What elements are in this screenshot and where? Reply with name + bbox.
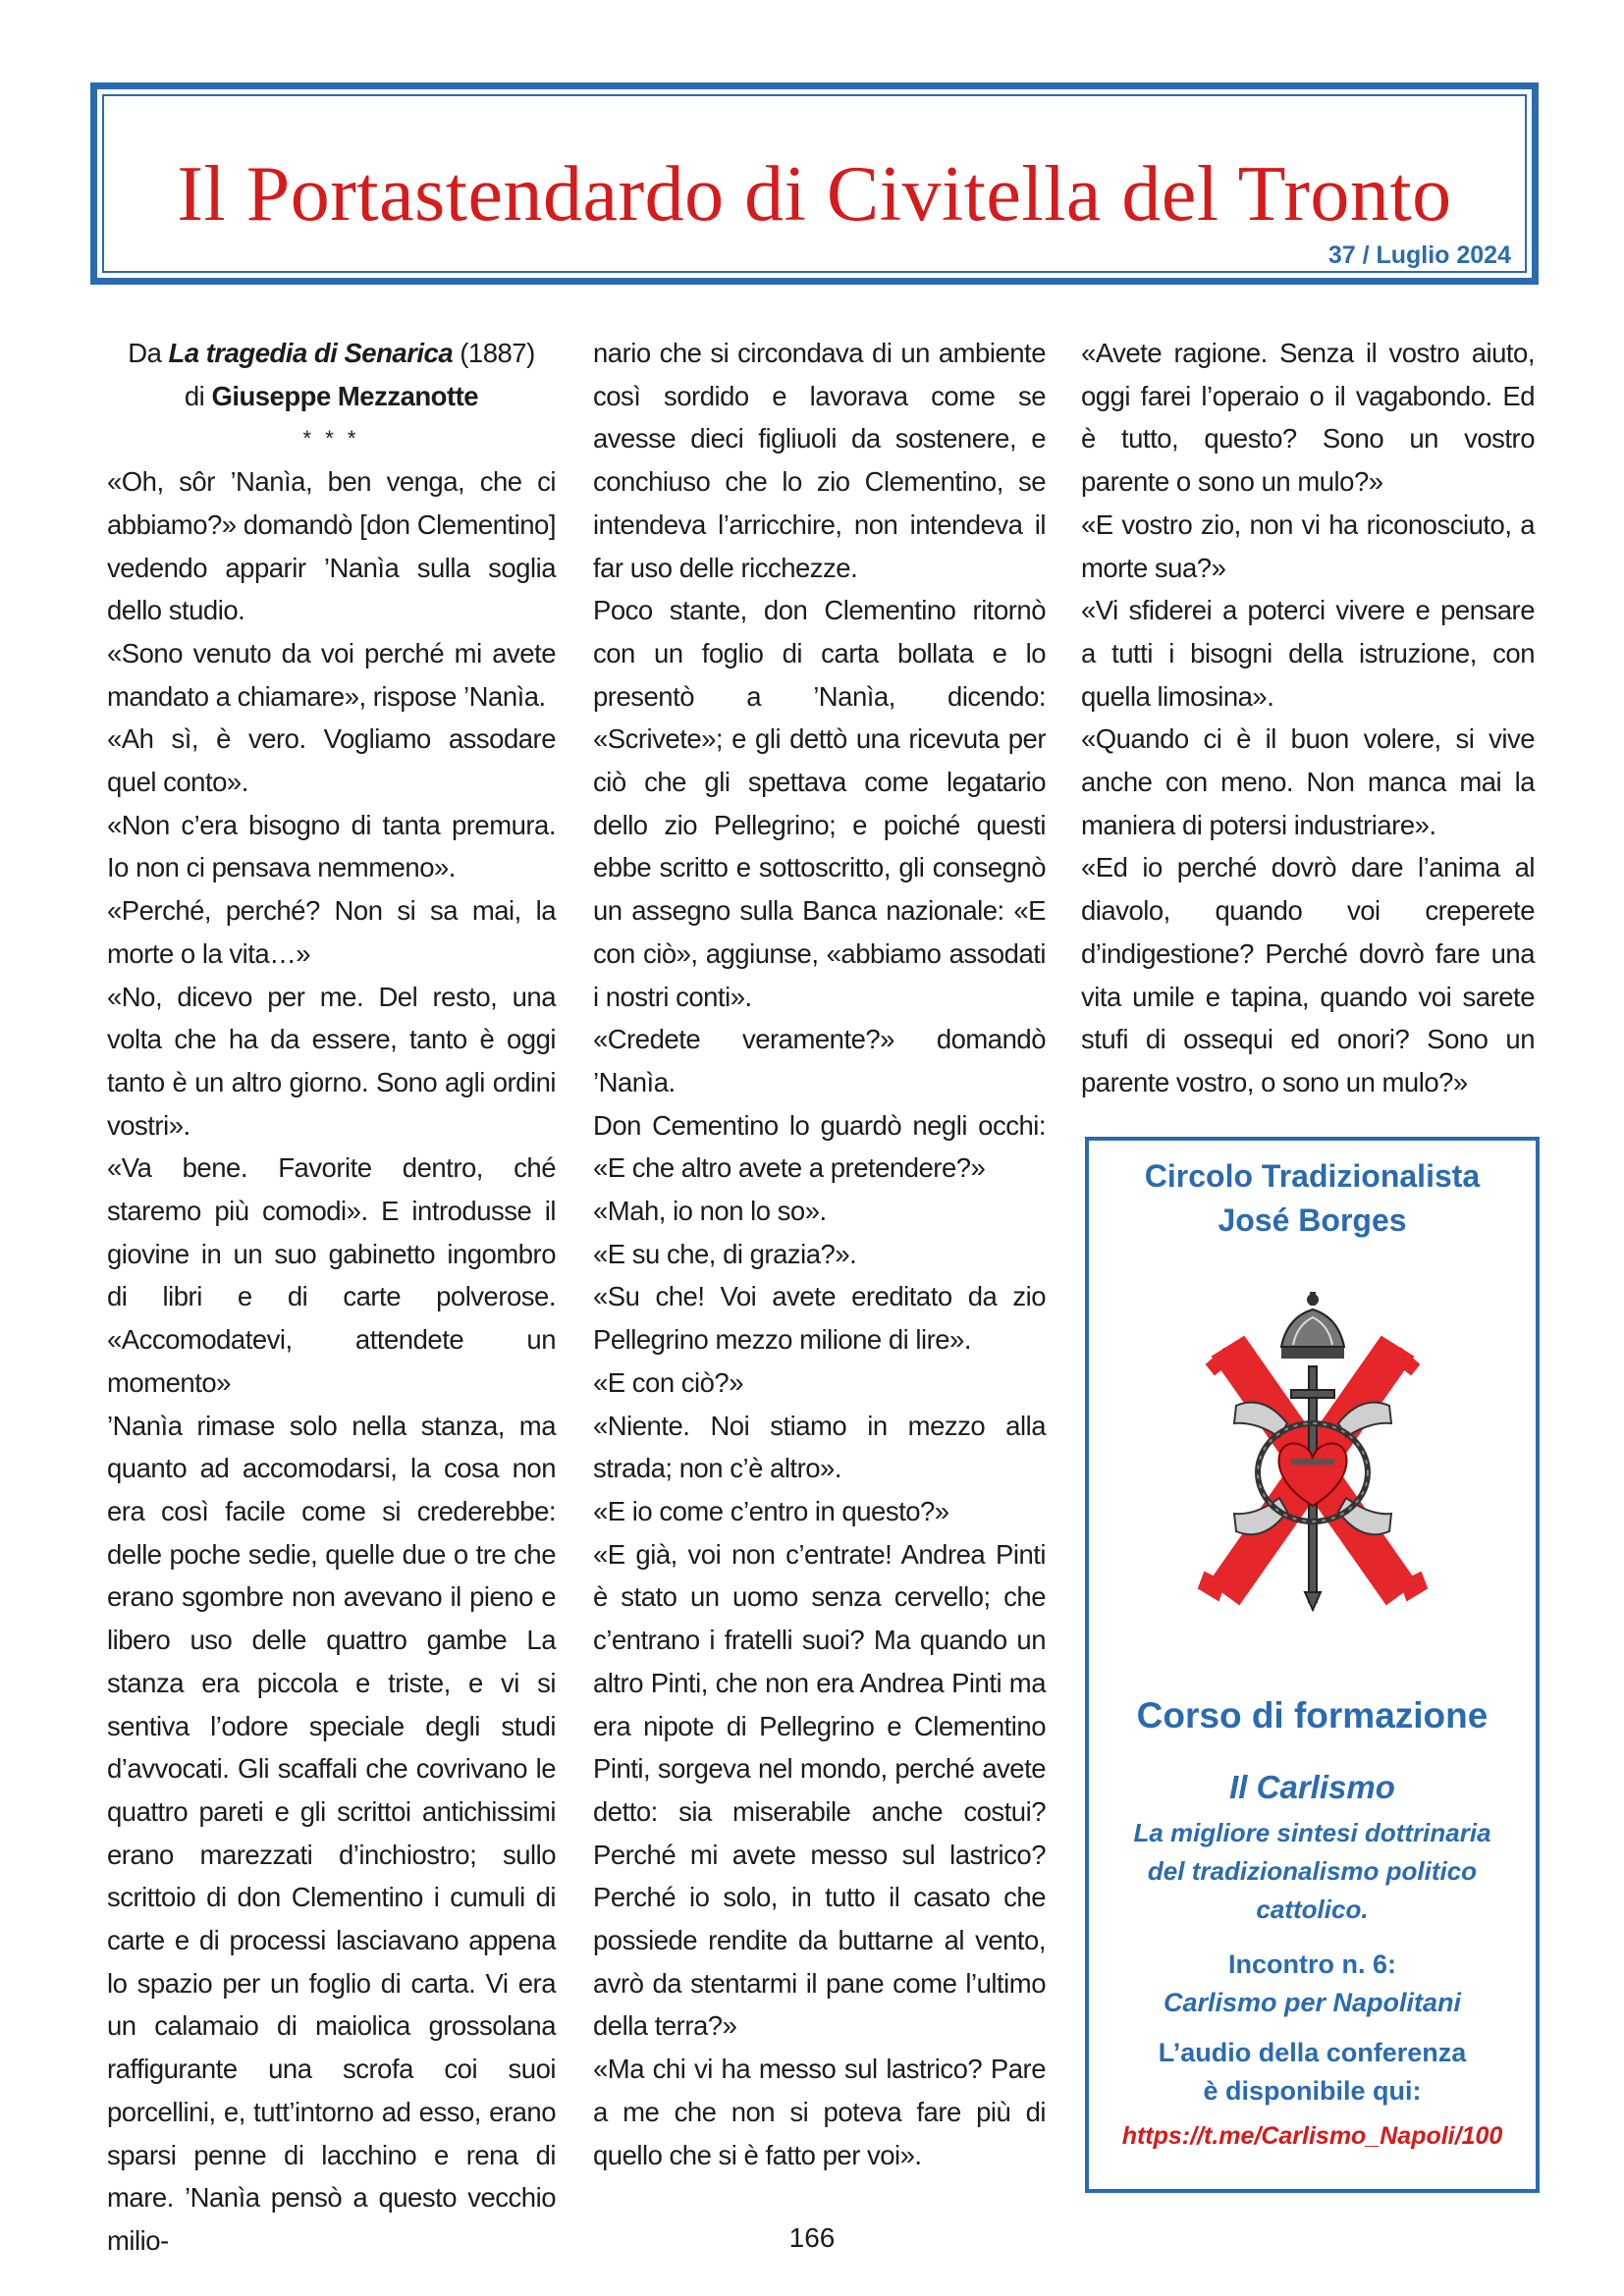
paragraph: «Credete veramente?» domandò ’Nanìa.: [593, 1024, 1046, 1097]
paragraph: «E io come c’entro in questo?»: [593, 1495, 949, 1526]
paragraph: «E su che, di grazia?».: [593, 1238, 857, 1269]
journal-title: Il Portastendardo di Civitella del Tronto: [177, 151, 1452, 238]
course-advertisement: [1085, 1137, 1540, 2193]
organization-line: José Borges: [1218, 1202, 1407, 1238]
paragraph: «Vi sfiderei a poterci vivere e pensare a tutti i bisogni della istruzione, con quella limosina».: [1081, 595, 1535, 712]
paragraph: «No, dicevo per me. Del resto, una volta che ha da essere, tanto è oggi tanto è un altro giorno. Sono agli ordini vostri».: [107, 981, 556, 1141]
paragraph: Don Cementino lo guardò negli occhi: «E che altro avete a pretendere?»: [593, 1109, 1046, 1184]
paragraph: «Non c’era bisogno di tanta premura. Io non ci pensava nemmeno».: [107, 809, 556, 883]
section-separator: * * *: [302, 426, 360, 452]
paragraph: «Ah sì, è vero. Vogliamo assodare quel conto».: [107, 723, 556, 798]
conference-audio-link[interactable]: https://t.me/Carlismo_Napoli/100: [1121, 2122, 1503, 2150]
description-line: La migliore sintesi dottrinaria: [1133, 1818, 1491, 1847]
paragraph: «Ma chi vi ha messo sul lastrico? Pare a me che non si poteva fare più di quello che si è fatto per voi».: [593, 2054, 1046, 2170]
article-column-1: [107, 332, 556, 2263]
meeting-info: [1089, 1946, 1536, 2022]
author-name: Giuseppe Mezzanotte: [211, 380, 479, 411]
article-source: [107, 332, 556, 375]
issue-label: 37 / Luglio 2024: [1327, 241, 1511, 269]
author-prefix: di: [184, 380, 212, 411]
meeting-label: Incontro n. 6:: [1228, 1949, 1396, 1979]
book-title: La tragedia di Senarica: [168, 338, 454, 368]
paragraph: «Sono venuto da voi perché mi avete mandato a chiamare», rispose ’Nanìa.: [107, 637, 556, 712]
article-author-line: [107, 375, 556, 418]
paragraph: «Mah, io non lo so».: [593, 1196, 827, 1227]
course-subject: Il Carlismo: [1229, 1769, 1395, 1805]
masthead-inner-border: [102, 94, 1527, 273]
article-column-2: [593, 332, 1046, 2176]
description-line: del tradizionalismo politico: [1147, 1856, 1478, 1886]
carlist-emblem-icon: [1185, 1288, 1440, 1612]
course-description: [1109, 1814, 1516, 1929]
crown-icon: [1281, 1292, 1344, 1359]
paragraph: «E con ciò?»: [593, 1366, 743, 1398]
paragraph: «Perché, perché? Non si sa mai, la morte o la vita…»: [107, 895, 556, 969]
organization-name: [1089, 1154, 1536, 1243]
audio-note: [1089, 2034, 1536, 2110]
paragraph: «Va bene. Favorite dentro, ché staremo più comodi». E introdusse il giovine in un suo gabinetto ingombro di libri e di carte polverose. «Accomodatevi, attendete un momento»: [107, 1152, 556, 1398]
masthead: [90, 82, 1539, 285]
paragraph: «Avete ragione. Senza il vostro aiuto, oggi farei l’operaio o il vagabondo. Ed è tutto, questo? Sono un vostro parente o sono un mulo?»: [1081, 338, 1535, 498]
paragraph: «Niente. Noi stiamo in mezzo alla strada; non c’è altro».: [593, 1410, 1046, 1484]
paragraph: «E già, voi non c’entrate! Andrea Pinti è stato un uomo senza cervello; che c’entrano i fratelli suoi? Ma quando un altro Pinti, che non era Andrea Pinti ma era nipote di Pellegrino e Clementino Pinti, sorgeva nel mondo, perché avete detto: sia miserabile anche costui? Perché mi avete messo sul lastrico? Perché io solo, in tutto il casato che possiede rendite da buttarne al vento, avrò da stentarmi il pane come l’ultimo della terra?»: [593, 1538, 1046, 2042]
audio-note-line: è disponibile qui:: [1203, 2076, 1422, 2106]
article-column-3: [1081, 332, 1535, 1104]
paragraph: «Quando ci è il buon volere, si vive anche con meno. Non manca mai la maniera di potersi industriare».: [1081, 723, 1535, 840]
paragraph: Poco stante, don Clementino ritornò con un foglio di carta bollata e lo presentò a ’Nanìa, dicendo: «Scrivete»; e gli dettò una ricevuta per ciò che gli spettava come legatario dello zio Pellegrino; e poiché questi ebbe scritto e sottoscritto, gli consegnò un assegno sulla Banca nazionale: «E con ciò», aggiunse, «abbiamo assodati i nostri conti».: [593, 595, 1046, 1012]
paragraph: «Su che! Voi avete ereditato da zio Pellegrino mezzo milione di lire».: [593, 1281, 1046, 1356]
paragraph: «Ed io perché dovrò dare l’anima al diavolo, quando voi creperete d’indigestione? Perché dovrò fare una vita umile e tapina, quando voi sarete stufi di ossequi ed onori? Sono un parente vostro, o sono un mulo?»: [1081, 852, 1535, 1097]
source-prefix: Da: [128, 338, 169, 368]
paragraph: «Oh, sôr ’Nanìa, ben venga, che ci abbiamo?» domandò [don Clementino] vedendo apparir ’Nanìa sulla soglia dello studio.: [107, 466, 556, 626]
paragraph: «E vostro zio, non vi ha riconosciuto, a morte sua?»: [1081, 508, 1535, 583]
organization-line: Circolo Tradizionalista: [1144, 1158, 1481, 1194]
description-line: cattolico.: [1256, 1895, 1369, 1924]
audio-note-line: L’audio della conferenza: [1158, 2038, 1467, 2067]
book-year: (1887): [453, 338, 535, 368]
paragraph: ’Nanìa rimase solo nella stanza, ma quanto ad accomodarsi, la cosa non era così facile come si crederebbe: delle poche sedie, quelle due o tre che erano sgombre non avevano il pieno e libero uso delle quattro gambe La stanza era piccola e triste, e vi si sentiva l’odore speciale degli studi d’avvocati. Gli scaffali che covrivano le quattro pareti e gli scrittoi antichissimi erano marezzati d’inchiostro; sullo scrittoio di don Clementino i cumuli di carte e di processi lasciavano appena lo spazio per un foglio di carta. Vi era un calamaio di maiolica grossolana raffigurante una scrofa coi suoi porcellini, e, tutt’intorno ad esso, erano sparsi penne di lacchino e rena di mare. ’Nanìa pensò a questo vecchio milio-: [107, 1410, 556, 2256]
meeting-title: Carlismo per Napolitani: [1163, 1988, 1462, 2017]
page-number: 166: [788, 2222, 836, 2253]
course-title: Corso di formazione: [1136, 1695, 1489, 1735]
paragraph: nario che si circondava di un ambiente così sordido e lavorava come se avesse dieci figliuoli da sostenere, e conchiuso che lo zio Clementino, se intendeva l’arricchire, non intendeva il far uso delle ricchezze.: [593, 338, 1046, 583]
